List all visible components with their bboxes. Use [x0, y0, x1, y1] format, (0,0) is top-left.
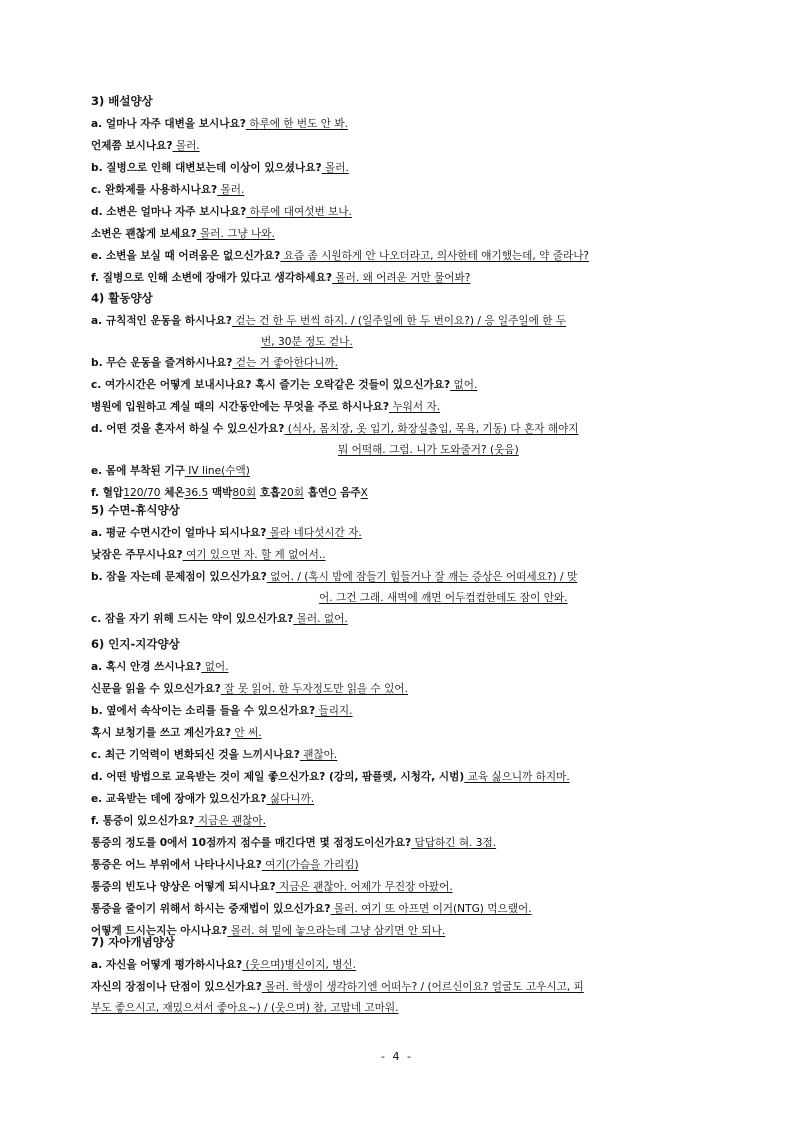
qa-line: c. 잠을 자기 위해 드시는 약이 있으신가요? 몰러. 없어. — [91, 613, 348, 625]
qa-line: e. 몸에 부착된 기구 IV line(수액) — [91, 465, 250, 477]
qa-line: c. 완화제를 사용하시나요? 몰러. — [91, 184, 245, 196]
page-number: - 4 - — [381, 1050, 413, 1063]
section-heading: 5) 수면-휴식양상 — [91, 503, 180, 517]
section-self-concept — [91, 932, 711, 1018]
qa-line: 신문을 읽을 수 있으신가요? 잘 못 읽어. 한 두자정도만 읽을 수 있어. — [91, 683, 408, 695]
section-cognitive-perceptual — [91, 634, 711, 942]
qa-line: b. 잠을 자는데 문제점이 있으신가요? 없어. / (혹시 밤에 잠들기 힘들거나 잘 깨는 증상은 어떠세요?) / 맞 어. 그건 그래. 새벽에 깨면 어두컴컴한데도 잠이 안와. — [91, 571, 578, 604]
section-elimination — [91, 91, 711, 289]
qa-line: 혹시 보청기를 쓰고 계신가요? 안 써. — [91, 727, 262, 739]
qa-line: a. 얼마나 자주 대변을 보시나요? 하루에 한 번도 안 봐. — [91, 118, 348, 130]
section-heading: 4) 활동양상 — [91, 291, 153, 305]
qa-line: 자신의 장점이나 단점이 있으신가요? 몰러. 학생이 생각하기엔 어떠누? / (어르신이요? 얼굴도 고우시고, 피 부도 좋으시고, 재밌으셔서 좋아요~) / (웃으며) 참, 고맙네 고마워. — [91, 981, 584, 1014]
section-heading: 3) 배설양상 — [91, 94, 153, 108]
qa-line: 통증의 정도를 0에서 10점까지 점수를 매긴다면 몇 점정도이신가요? 답답하긴 혀. 3점. — [91, 837, 497, 849]
qa-line: 병원에 입원하고 계실 때의 시간동안에는 무엇을 주로 하시나요? 누워서 자. — [91, 401, 441, 413]
qa-line: 언제쯤 보시나요? 몰러. — [91, 140, 200, 152]
qa-line: 통증을 줄이기 위해서 하시는 중재법이 있으신가요? 몰러. 여기 또 아프면 이거(NTG) 먹으랬어. — [91, 903, 532, 915]
qa-line: c. 최근 기억력이 변화되신 것을 느끼시나요? 괜찮아. — [91, 749, 338, 761]
qa-line: d. 어떤 방법으로 교육받는 것이 제일 좋으신가요? (강의, 팜플렛, 시청각, 시범) 교육 싫으니까 하지마. — [91, 771, 570, 783]
vitals-line: f. 혈압120/70 체온36.5 맥박80회 호흡20회 흡연O 음주X — [91, 487, 368, 499]
section-activity — [91, 288, 711, 504]
qa-line: a. 평균 수면시간이 얼마나 되시나요? 몰라 네다섯시간 자. — [91, 527, 362, 539]
qa-line: f. 질병으로 인해 소변에 장애가 있다고 생각하세요? 몰러. 왜 어려운 거만 물어봐? — [91, 272, 471, 284]
qa-line: b. 질병으로 인해 대변보는데 이상이 있으셨나요? 몰러. — [91, 162, 349, 174]
qa-line: a. 혹시 안경 쓰시나요? 없어. — [91, 661, 229, 673]
qa-line: a. 규칙적인 운동을 하시나요? 걷는 건 한 두 번씩 하지. / (일주일에 한 두 번이요?) / 응 일주일에 한 두 번, 30분 정도 걷나. — [91, 315, 567, 348]
qa-line: 통증의 빈도나 양상은 어떻게 되시나요? 지금은 괜찮아. 어제가 무진장 아팠어. — [91, 881, 453, 893]
section-heading: 7) 자아개념양상 — [91, 935, 175, 949]
qa-line: a. 자신을 어떻게 평가하시나요? (웃으며)병신이지, 병신. — [91, 959, 357, 971]
qa-line: 어떻게 드시는지는 아시나요? 몰러. 혀 밑에 놓으라는데 그냥 삼키면 안 되나. — [91, 925, 446, 937]
section-sleep-rest — [91, 500, 711, 630]
qa-line: b. 무슨 운동을 즐겨하시나요? 걷는 거 좋아한다니까. — [91, 357, 338, 369]
qa-line: e. 교육받는 데에 장애가 있으신가요? 싫다니까. — [91, 793, 315, 805]
qa-line: 통증은 어느 부위에서 나타나시나요? 여기(가슴을 가리킴) — [91, 859, 359, 871]
qa-line: d. 어떤 것을 혼자서 하실 수 있으신가요? (식사, 몸치장, 옷 입기, 화장실출입, 목욕, 기동) 다 혼자 해야지 뭐 어떡해. 그럼. 니가 도와줄거? (웃음) — [91, 423, 579, 456]
section-heading: 6) 인지-지각양상 — [91, 637, 180, 651]
qa-line: 소변은 괜찮게 보세요? 몰러. 그냥 나와. — [91, 228, 275, 240]
qa-line: d. 소변은 얼마나 자주 보시나요? 하루에 대여섯번 보나. — [91, 206, 352, 218]
qa-line: 낮잠은 주무시나요? 여기 있으면 자. 할 게 없어서.. — [91, 549, 326, 561]
qa-line: c. 여가시간은 어떻게 보내시나요? 혹시 즐기는 오락같은 것들이 있으신가요? 없어. — [91, 379, 478, 391]
qa-line: f. 통증이 있으신가요? 지금은 괜찮아. — [91, 815, 266, 827]
qa-line: b. 옆에서 속삭이는 소리를 들을 수 있으신가요? 들리지. — [91, 705, 353, 717]
qa-line: e. 소변을 보실 때 어려움은 없으신가요? 요즘 좀 시원하게 안 나오더라고, 의사한테 얘기했는데, 약 줄라나? — [91, 250, 590, 262]
